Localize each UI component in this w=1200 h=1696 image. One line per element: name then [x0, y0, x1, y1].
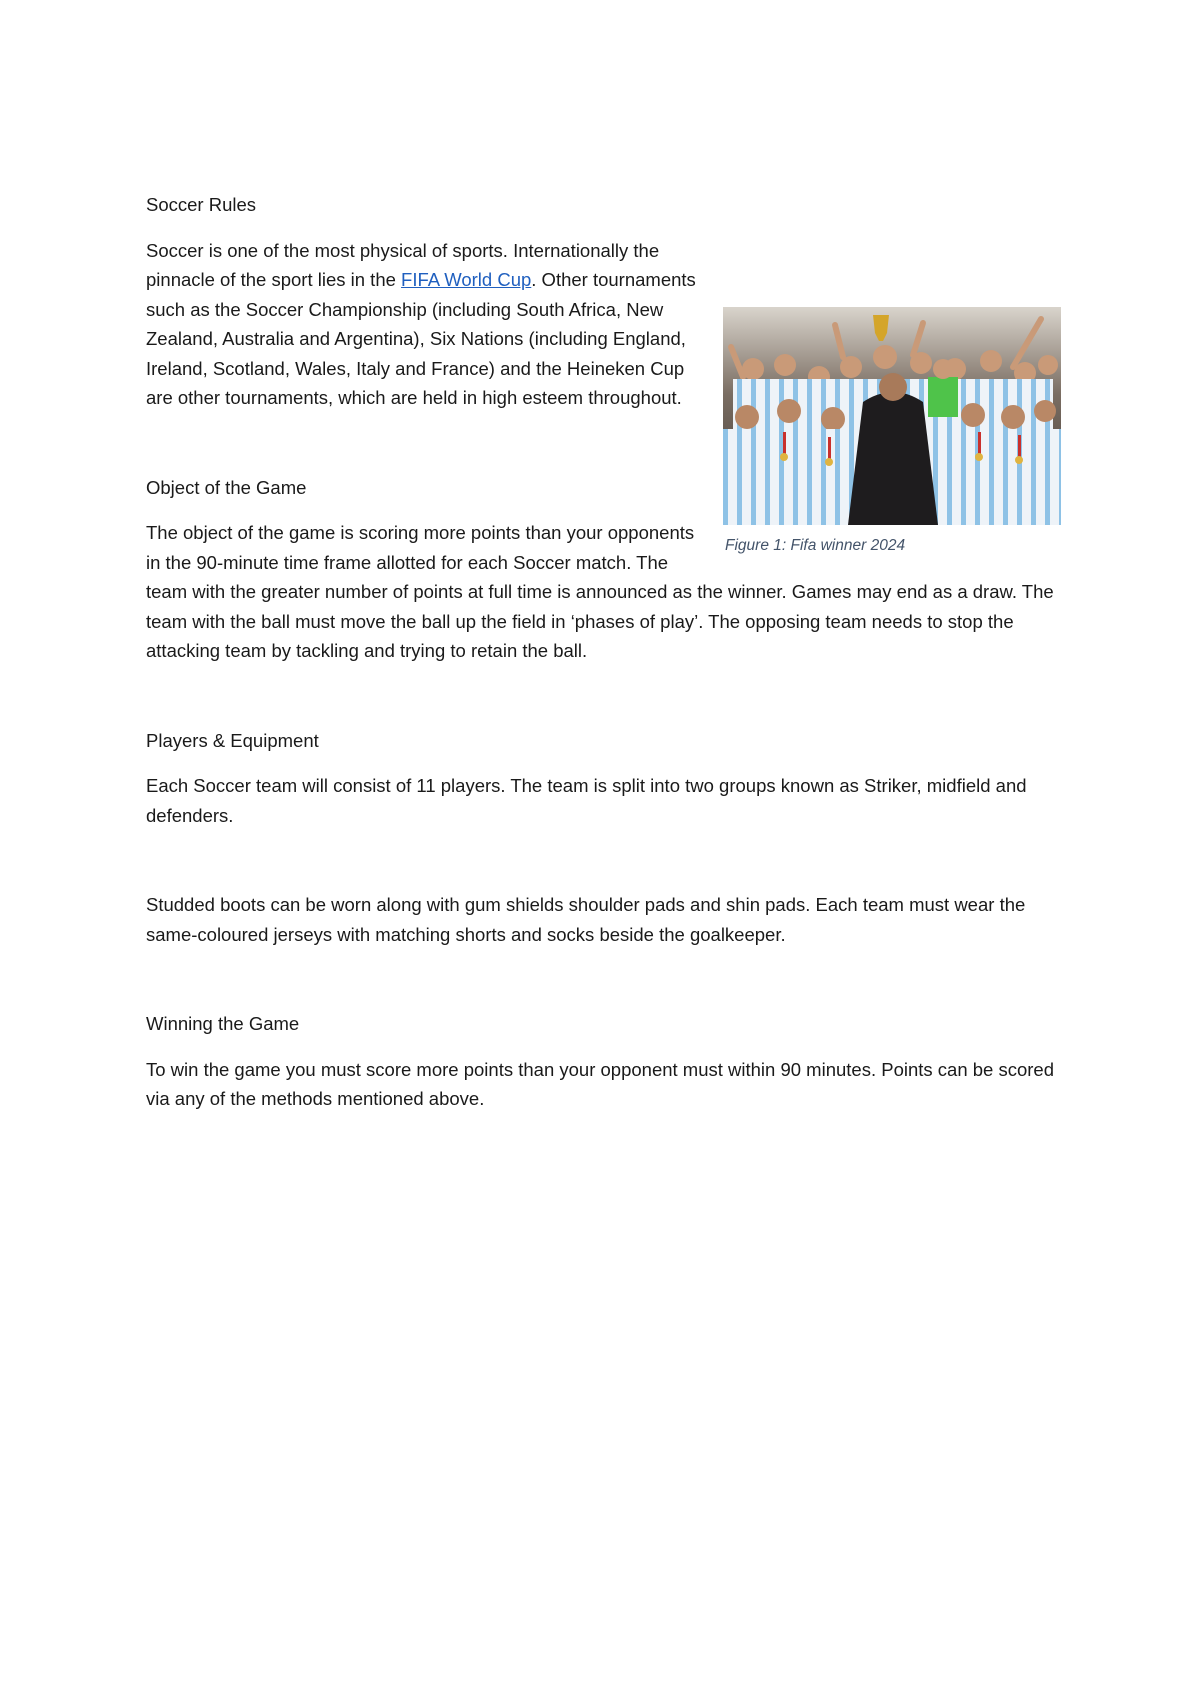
fifa-world-cup-link[interactable]: FIFA World Cup — [401, 269, 532, 290]
figure — [723, 307, 1061, 555]
section-heading-winning: Winning the Game — [146, 1013, 300, 1034]
document-title: Soccer Rules — [146, 194, 257, 215]
section-heading-players: Players & Equipment — [146, 729, 319, 751]
figure-caption: Figure 1: Fifa winner 2024 — [725, 536, 906, 554]
section-paragraph-winning: To win the game you must score more points than your opponent must within 90 minutes. Points can be scored via any of the methods mentioned above. — [146, 1058, 1055, 1109]
section-heading-object: Object of the Game — [146, 476, 307, 498]
team-celebration-photo — [723, 307, 1061, 525]
section-paragraph-equipment: Studded boots can be worn along with gum shields shoulder pads and shin pads. Each team must wear the same-coloured jerseys with matching shorts and socks beside the goalkeeper. — [146, 894, 1026, 945]
intro-text-after-link: . Other tournaments such as the Soccer Championship (including South Africa, New Zealand, Australia and Argentina), Six Nations (including England, Ireland, Scotland, Wales, Italy and France) and the Heineken Cup are other tournaments, which are held in high esteem throughout. — [146, 269, 696, 408]
intro-text-before-link: Soccer is one of the most physical of sports. Internationally the pinnacle of the sport lies in the — [146, 239, 660, 290]
section-paragraph-players: Each Soccer team will consist of 11 players. The team is split into two groups known as Striker, midfield and defenders. — [146, 775, 1027, 826]
document-body — [146, 190, 1061, 1114]
section-paragraph-object: The object of the game is scoring more points than your opponents in the 90-minute time frame allotted for each Soccer match. The team with the greater number of points at full time is announced as the winner. Games may end as a draw. The team with the ball must move the ball up the field in ‘phases of play’. The opposing team needs to stop the attacking team by tackling and trying to retain the ball. — [146, 522, 1054, 661]
